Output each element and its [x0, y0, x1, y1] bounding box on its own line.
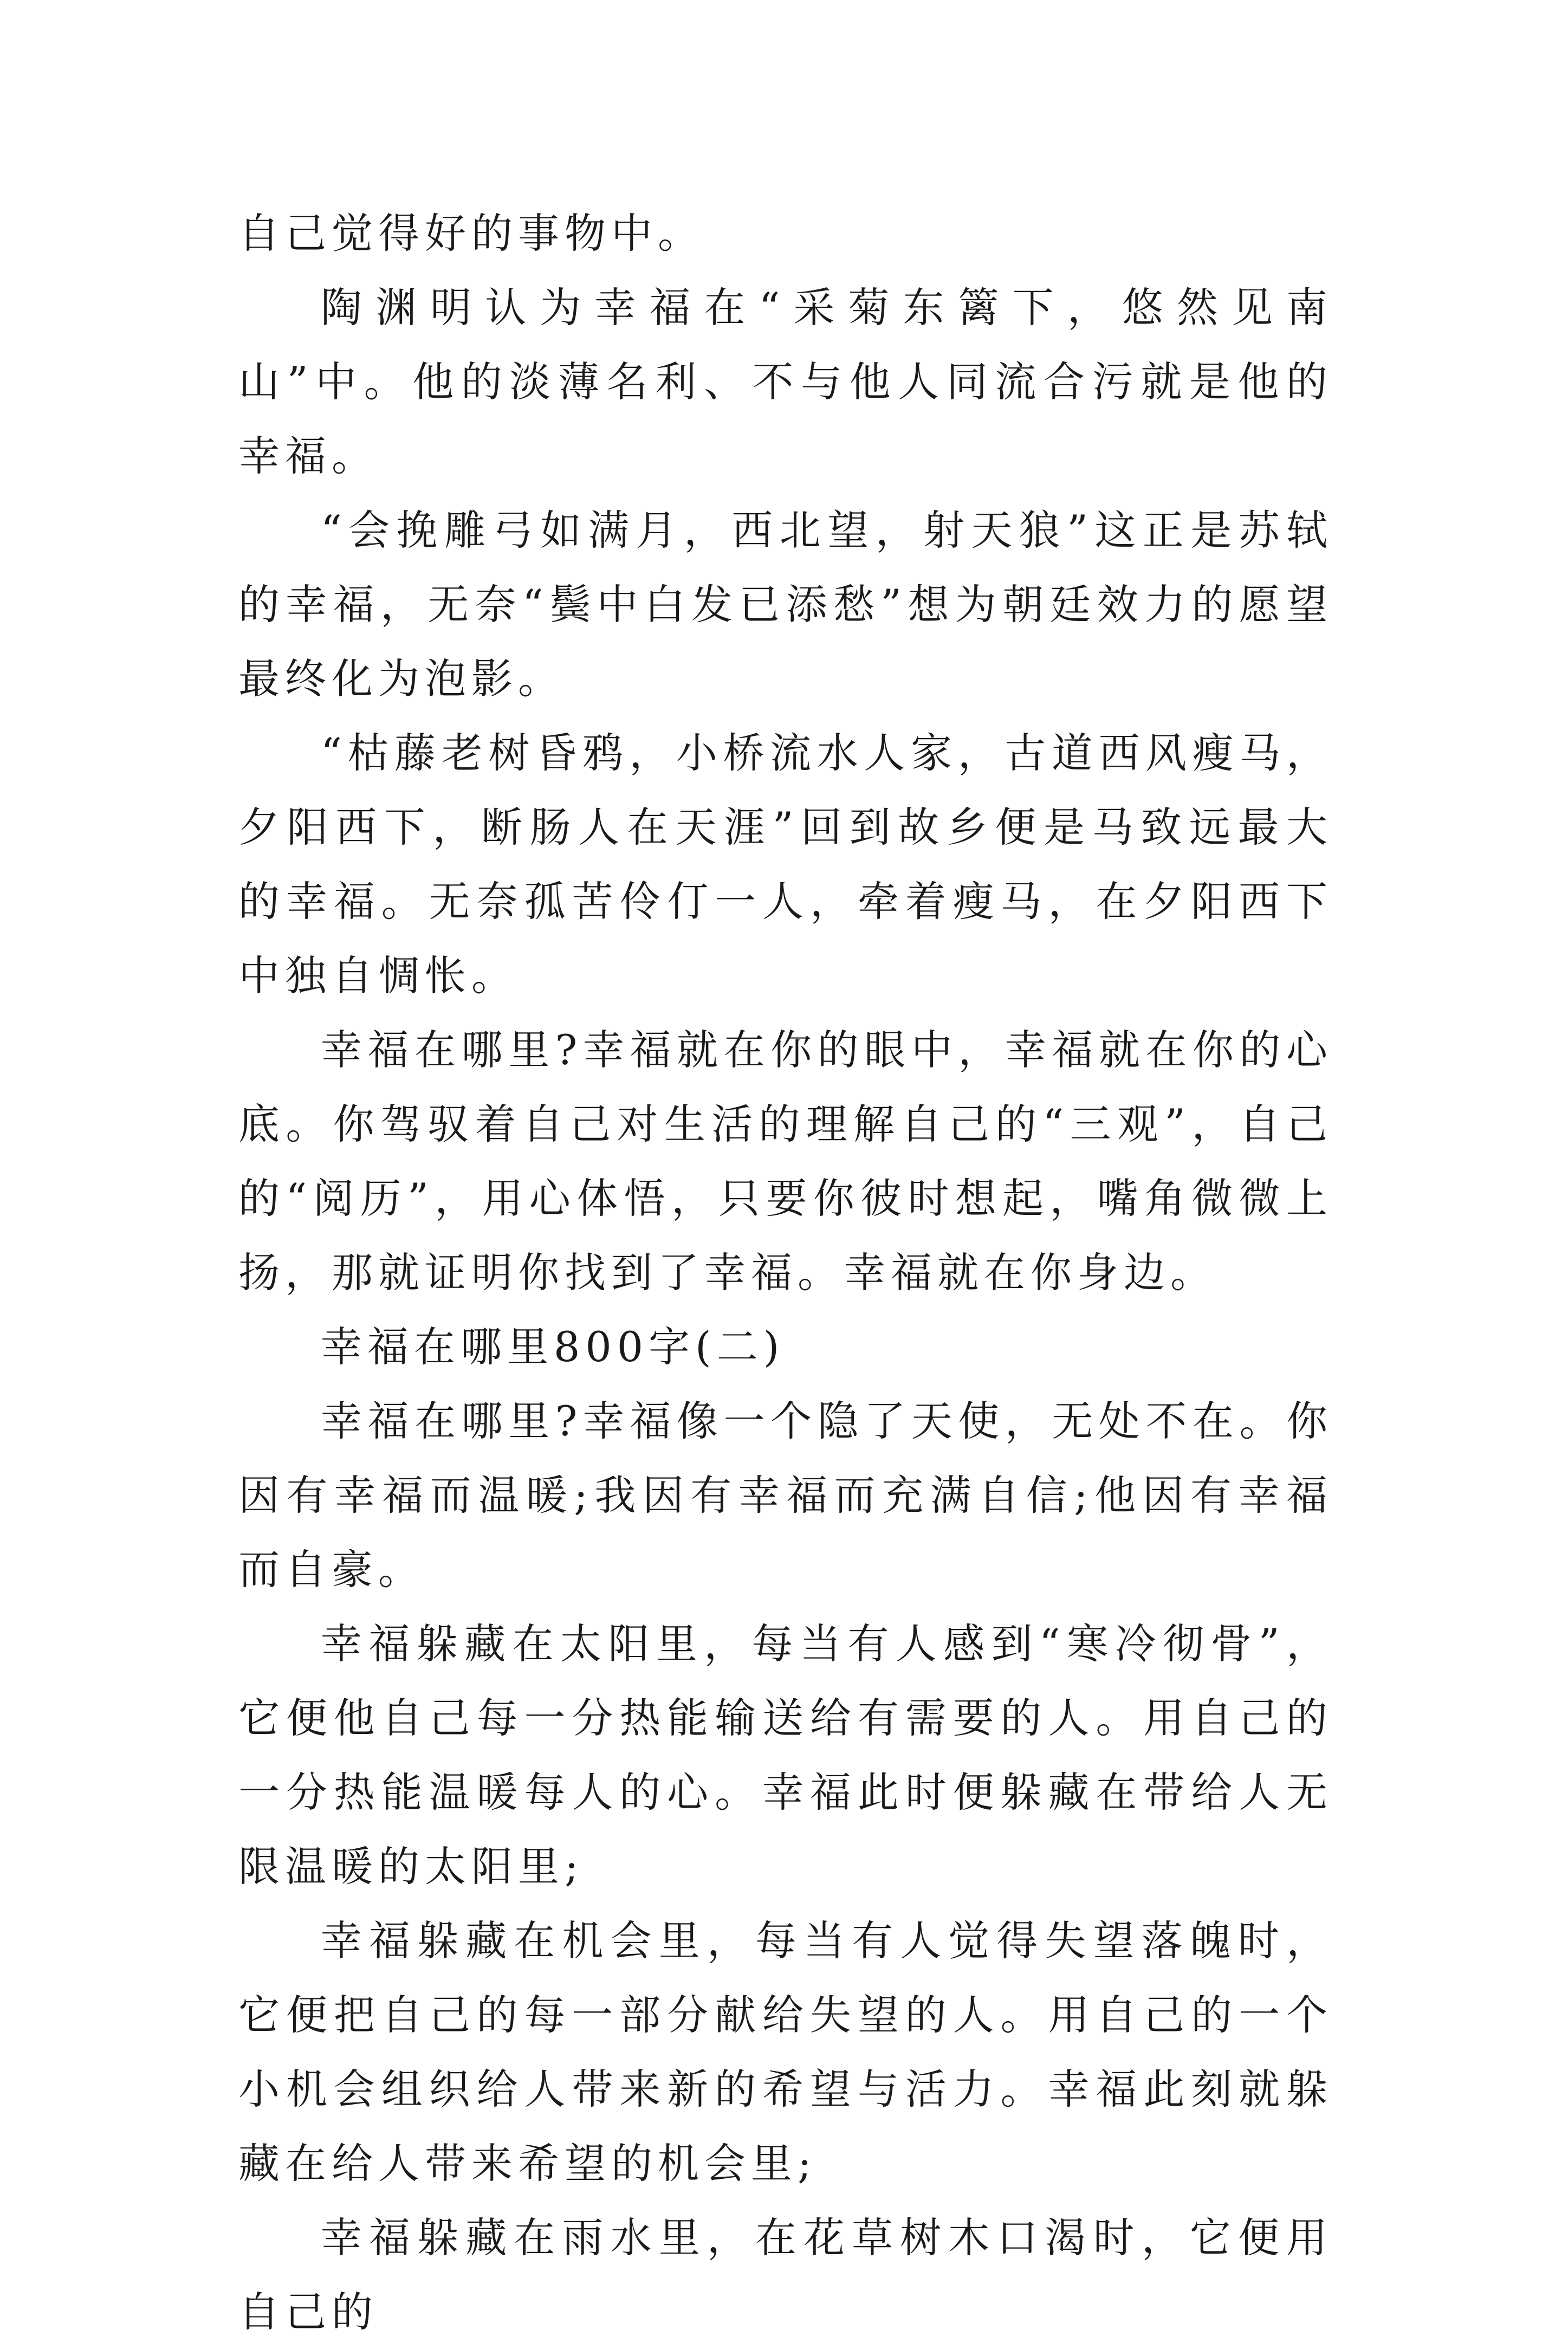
paragraph: 幸福躲藏在太阳里，每当有人感到“寒冷彻骨”，它便他自己每一分热能输送给有需要的人。用自己的一分热能温暖每人的心。幸福此时便躲藏在带给人无限温暖的太阳里;: [238, 1620, 1333, 1891]
section-heading: 幸福在哪里800字(二): [321, 1323, 785, 1371]
paragraph: 陶渊明认为幸福在“采菊东篱下，悠然见南山”中。他的淡薄名利、不与他人同流合污就是他的幸福。: [238, 283, 1333, 480]
paragraph: 自己觉得好的事物中。: [238, 209, 704, 257]
paragraph: “会挽雕弓如满月，西北望，射天狼”这正是苏轼的幸福，无奈“鬓中白发已添愁”想为朝廷效力的愿望最终化为泡影。: [238, 506, 1333, 703]
paragraph: “枯藤老树昏鸦，小桥流水人家，古道西风瘦马，夕阳西下，断肠人在天涯”回到故乡便是马致远最大的幸福。无奈孤苦伶仃一人，牵着瘦马，在夕阳西下中独自惆怅。: [238, 729, 1333, 1000]
document-body: [238, 196, 1333, 2349]
paragraph: 幸福躲藏在机会里，每当有人觉得失望落魄时，它便把自己的每一部分献给失望的人。用自己的一个小机会组织给人带来新的希望与活力。幸福此刻就躲藏在给人带来希望的机会里;: [238, 1917, 1333, 2188]
paragraph: 幸福在哪里?幸福像一个隐了天使，无处不在。你因有幸福而温暖;我因有幸福而充满自信;他因有幸福而自豪。: [238, 1397, 1333, 1594]
paragraph: 幸福躲藏在雨水里，在花草树木口渴时，它便用自己的: [238, 2214, 1333, 2336]
paragraph: 幸福在哪里?幸福就在你的眼中，幸福就在你的心底。你驾驭着自己对生活的理解自己的“三观”，自己的“阅历”，用心体悟，只要你彼时想起，嘴角微微上扬，那就证明你找到了幸福。幸福就在你身边。: [238, 1026, 1333, 1297]
